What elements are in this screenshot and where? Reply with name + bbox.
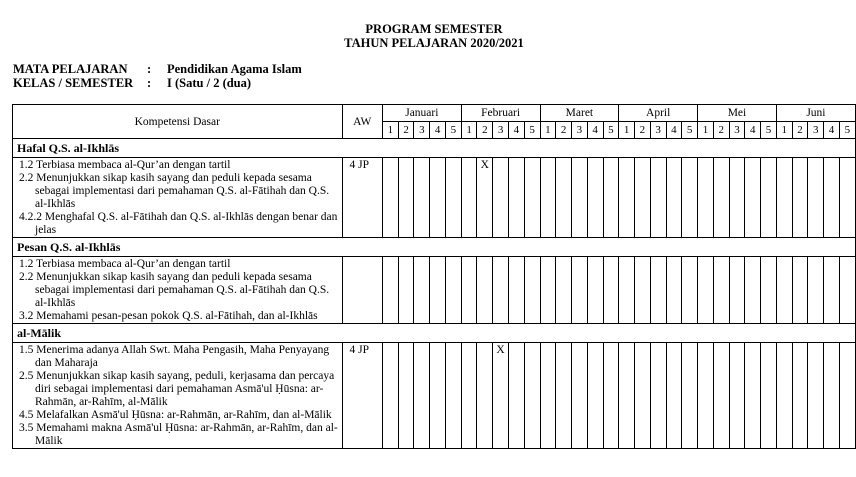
week-cell — [587, 343, 603, 449]
week-cell — [603, 343, 619, 449]
aw-cell: 4 JP — [342, 158, 382, 238]
meta-subject-value: Pendidikan Agama Islam — [167, 62, 302, 76]
week-cell — [540, 343, 556, 449]
week-cell — [729, 343, 745, 449]
meta-class-value: I (Satu / 2 (dua) — [167, 76, 252, 90]
table-body — [13, 139, 856, 449]
week-cell — [776, 343, 792, 449]
week-cell — [666, 343, 682, 449]
week-cell — [461, 158, 477, 238]
week-cell — [414, 257, 430, 324]
week-cell — [477, 343, 493, 449]
header-week: 2 — [635, 122, 651, 139]
semester-table — [12, 104, 856, 449]
week-cell — [382, 343, 398, 449]
week-cell — [682, 257, 698, 324]
kd-item: 4.2.2 Menghafal Q.S. al-Fātihah dan Q.S. al-Ikhlās dengan benar dan jelas — [19, 211, 338, 236]
week-cell — [493, 257, 509, 324]
header-week: 4 — [666, 122, 682, 139]
week-cell — [556, 343, 572, 449]
week-cell — [540, 257, 556, 324]
week-cell — [713, 158, 729, 238]
kd-item: 3.5 Memahami makna Asmā'ul Ḥūsna: ar-Rahmān, ar-Rahīm, dan al-Mālik — [19, 422, 338, 447]
section-title: al-Mālik — [13, 324, 856, 343]
header-month: Maret — [540, 105, 619, 122]
header-week: 1 — [698, 122, 714, 139]
week-cell — [713, 257, 729, 324]
week-cell — [587, 158, 603, 238]
header-week: 5 — [839, 122, 855, 139]
kd-item: 2.2 Menunjukkan sikap kasih sayang dan peduli kepada sesama sebagai implementasi dari pemahaman Q.S. al-Fātihah dan Q.S. al-Ikhlās — [19, 172, 330, 210]
header-week: 2 — [477, 122, 493, 139]
week-cell — [839, 343, 855, 449]
week-cell — [572, 257, 588, 324]
week-cell — [761, 158, 777, 238]
week-cell — [713, 343, 729, 449]
week-cell — [698, 257, 714, 324]
kd-item: 1.5 Menerima adanya Allah Swt. Maha Pengasih, Maha Penyayang dan Maharaja — [19, 344, 330, 369]
week-cell — [745, 257, 761, 324]
week-cell — [729, 158, 745, 238]
header-week: 4 — [745, 122, 761, 139]
header-week: 3 — [729, 122, 745, 139]
table-header — [13, 105, 856, 139]
section-title: Pesan Q.S. al-Ikhlās — [13, 238, 856, 257]
kd-item: 3.2 Memahami pesan-pesan pokok Q.S. al-Fātihah, dan al-Ikhlās — [19, 310, 318, 322]
week-cell — [619, 257, 635, 324]
section-row — [13, 238, 856, 257]
header-week: 4 — [824, 122, 840, 139]
week-cell — [650, 257, 666, 324]
header-week: 5 — [682, 122, 698, 139]
week-cell — [808, 257, 824, 324]
week-cell — [414, 343, 430, 449]
meta-subject — [13, 62, 302, 76]
table-row — [13, 158, 856, 238]
header-week: 5 — [761, 122, 777, 139]
week-cell — [824, 257, 840, 324]
week-cell — [666, 257, 682, 324]
header-kompetensi-dasar: Kompetensi Dasar — [13, 105, 343, 139]
meta-subject-colon: : — [147, 62, 152, 76]
week-cell — [382, 158, 398, 238]
header-week: 1 — [619, 122, 635, 139]
week-cell — [635, 158, 651, 238]
kompetensi-dasar-cell — [13, 158, 343, 238]
header-week: 5 — [445, 122, 461, 139]
week-cell — [493, 158, 509, 238]
week-cell — [761, 257, 777, 324]
header-week: 3 — [414, 122, 430, 139]
week-cell — [698, 158, 714, 238]
section-row — [13, 324, 856, 343]
week-cell — [808, 158, 824, 238]
week-cell — [776, 158, 792, 238]
week-cell — [745, 343, 761, 449]
week-cell — [839, 257, 855, 324]
week-cell — [666, 158, 682, 238]
header-week: 2 — [556, 122, 572, 139]
header-week: 1 — [776, 122, 792, 139]
week-cell — [824, 158, 840, 238]
week-cell — [430, 158, 446, 238]
week-cell — [792, 257, 808, 324]
week-cell — [839, 158, 855, 238]
header-month: Juni — [776, 105, 855, 122]
header-week: 4 — [430, 122, 446, 139]
week-cell-marked: X — [477, 158, 493, 238]
week-cell — [477, 257, 493, 324]
meta-class-colon: : — [147, 76, 152, 90]
kd-item: 2.2 Menunjukkan sikap kasih sayang dan peduli kepada sesama sebagai implementasi dari pemahaman Q.S. al-Fātihah dan Q.S. al-Ikhlās — [19, 271, 330, 309]
week-cell — [445, 158, 461, 238]
header-week: 3 — [572, 122, 588, 139]
week-cell — [682, 158, 698, 238]
header-week: 4 — [508, 122, 524, 139]
week-cell — [635, 343, 651, 449]
header-week: 1 — [461, 122, 477, 139]
week-cell — [792, 343, 808, 449]
header-month: Februari — [461, 105, 540, 122]
week-cell — [650, 343, 666, 449]
kd-item: 1.2 Terbiasa membaca al-Qur’an dengan tartil — [19, 258, 231, 270]
week-cell — [414, 158, 430, 238]
kompetensi-dasar-cell — [13, 257, 343, 324]
week-cell — [430, 257, 446, 324]
week-cell — [524, 343, 540, 449]
header-month: Mei — [698, 105, 777, 122]
week-cell — [445, 343, 461, 449]
week-cell — [824, 343, 840, 449]
header-aw: AW — [342, 105, 382, 139]
week-cell — [508, 158, 524, 238]
week-cell — [698, 343, 714, 449]
week-cell — [572, 343, 588, 449]
week-cell — [682, 343, 698, 449]
header-week: 1 — [382, 122, 398, 139]
kd-item: 4.5 Melafalkan Asmā'ul Ḥūsna: ar-Rahmān, ar-Rahīm, dan al-Mālik — [19, 409, 332, 421]
header-week: 5 — [603, 122, 619, 139]
week-cell — [808, 343, 824, 449]
kd-item: 1.2 Terbiasa membaca al-Qur’an dengan tartil — [19, 159, 231, 171]
meta-subject-label: MATA PELAJARAN — [13, 62, 128, 76]
section-row — [13, 139, 856, 158]
week-cell — [761, 343, 777, 449]
section-title: Hafal Q.S. al-Ikhlās — [13, 139, 856, 158]
header-week: 2 — [398, 122, 414, 139]
week-cell — [792, 158, 808, 238]
week-cell — [776, 257, 792, 324]
table-row — [13, 343, 856, 449]
header-week: 1 — [540, 122, 556, 139]
header-month: April — [619, 105, 698, 122]
week-cell — [524, 158, 540, 238]
header-week: 2 — [713, 122, 729, 139]
header-month: Januari — [382, 105, 461, 122]
header-week: 4 — [587, 122, 603, 139]
header-week: 3 — [808, 122, 824, 139]
week-cell — [382, 257, 398, 324]
header-week: 3 — [493, 122, 509, 139]
week-cell — [745, 158, 761, 238]
week-cell — [398, 257, 414, 324]
kompetensi-dasar-cell — [13, 343, 343, 449]
aw-cell — [342, 257, 382, 324]
week-cell — [603, 158, 619, 238]
week-cell — [398, 343, 414, 449]
week-cell — [461, 257, 477, 324]
week-cell — [430, 343, 446, 449]
meta-class — [13, 76, 251, 90]
kd-item: 2.5 Menunjukkan sikap kasih sayang, peduli, kerjasama dan percaya diri sebagai implementasi dari pemahaman Asmā'ul Ḥūsna: ar-Rahmān, ar-Rahīm, al-Mālik — [19, 370, 335, 408]
week-cell — [445, 257, 461, 324]
week-cell — [524, 257, 540, 324]
week-cell — [572, 158, 588, 238]
header-week: 3 — [650, 122, 666, 139]
week-cell — [587, 257, 603, 324]
week-cell — [635, 257, 651, 324]
week-cell — [619, 158, 635, 238]
table-row — [13, 257, 856, 324]
page-title: PROGRAM SEMESTER — [365, 22, 503, 36]
week-cell — [729, 257, 745, 324]
aw-cell: 4 JP — [342, 343, 382, 449]
week-cell — [603, 257, 619, 324]
week-cell — [398, 158, 414, 238]
week-cell-marked: X — [493, 343, 509, 449]
week-cell — [540, 158, 556, 238]
page-subtitle: TAHUN PELAJARAN 2020/2021 — [344, 36, 524, 50]
week-cell — [508, 343, 524, 449]
week-cell — [556, 158, 572, 238]
week-cell — [556, 257, 572, 324]
week-cell — [619, 343, 635, 449]
header-week: 5 — [524, 122, 540, 139]
week-cell — [650, 158, 666, 238]
week-cell — [508, 257, 524, 324]
week-cell — [461, 343, 477, 449]
header-week: 2 — [792, 122, 808, 139]
meta-class-label: KELAS / SEMESTER — [13, 76, 134, 90]
